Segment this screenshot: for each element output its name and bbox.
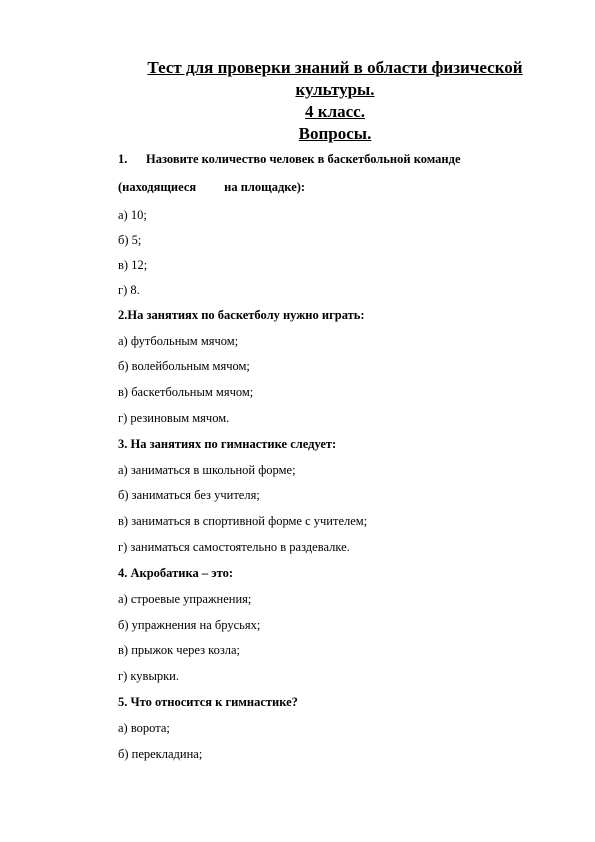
answer-option: б) волейбольным мячом; xyxy=(118,359,250,373)
answer-option: а) строевые упражнения; xyxy=(118,592,252,606)
answer-option: б) заниматься без учителя; xyxy=(118,488,260,502)
answer-option: в) баскетбольным мячом; xyxy=(118,385,254,399)
answer-option: б) упражнения на брусьях; xyxy=(118,618,261,632)
answer-option: г) заниматься самостоятельно в раздевалке. xyxy=(118,540,350,554)
title-line-3: 4 класс. xyxy=(305,102,365,121)
title-line-4: Вопросы. xyxy=(298,124,372,143)
question-1-heading xyxy=(118,152,461,166)
answer-option: а) ворота; xyxy=(118,721,170,735)
answer-option: г) резиновым мячом. xyxy=(118,411,230,425)
answer-option: а) футбольным мячом; xyxy=(118,334,239,348)
answer-option: в) заниматься в спортивной форме с учителем; xyxy=(118,514,368,528)
question-2-heading: 2.На занятиях по баскетболу нужно играть: xyxy=(118,308,365,322)
document-title xyxy=(120,57,550,145)
answer-option: г) кувырки. xyxy=(118,669,179,683)
answer-option: б) 5; xyxy=(118,233,142,247)
title-line-2: культуры. xyxy=(295,80,375,99)
question-4-heading: 4. Акробатика – это: xyxy=(118,566,234,580)
answer-option: в) 12; xyxy=(118,258,148,272)
answer-option: в) прыжок через козла; xyxy=(118,643,241,657)
answer-option: б) перекладина; xyxy=(118,747,203,761)
question-5-heading: 5. Что относится к гимнастике? xyxy=(118,695,298,709)
question-1-text-cont-a: (находящиеся xyxy=(118,180,197,194)
answer-option: а) заниматься в школьной форме; xyxy=(118,463,296,477)
question-1-text-cont-b: на площадке): xyxy=(224,180,306,194)
question-1-number: 1. xyxy=(118,152,128,166)
question-1-heading-cont xyxy=(118,180,305,194)
question-3-heading: 3. На занятиях по гимнастике следует: xyxy=(118,437,337,451)
answer-option: а) 10; xyxy=(118,208,147,222)
question-1-text: Назовите количество человек в баскетбольной команде xyxy=(146,152,461,166)
answer-option: г) 8. xyxy=(118,283,140,297)
title-line-1: Тест для проверки знаний в области физической xyxy=(147,58,523,77)
